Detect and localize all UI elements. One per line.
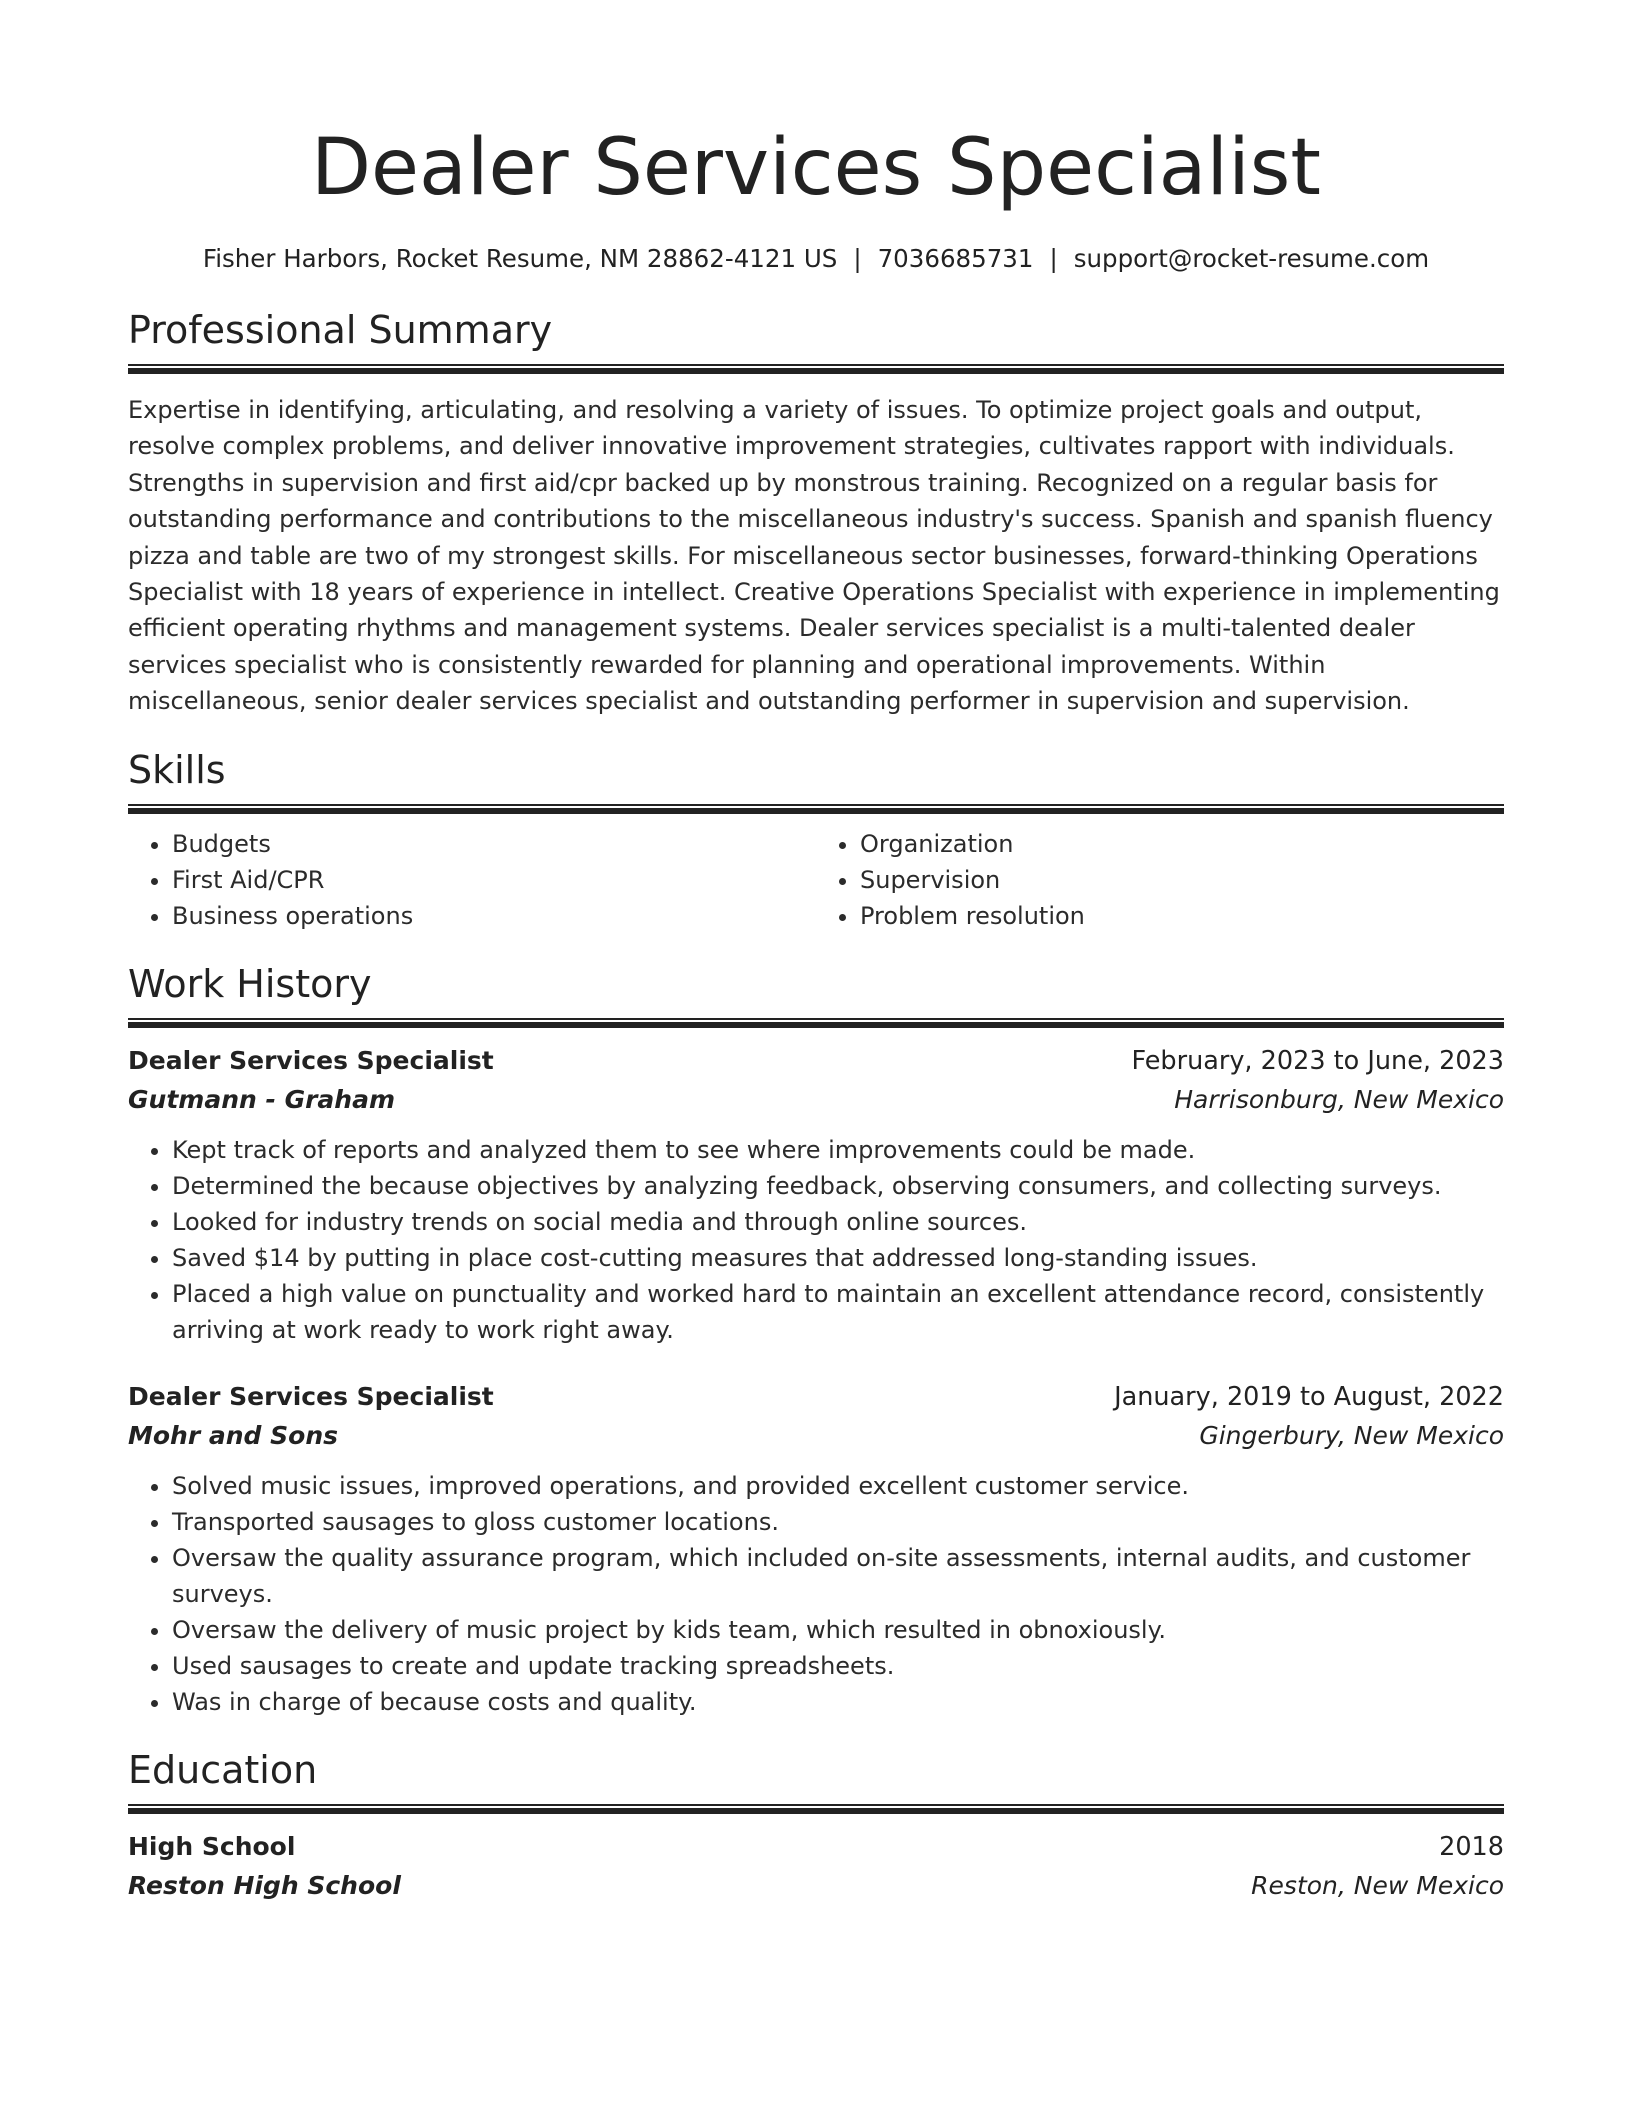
resume-name: Dealer Services Specialist: [310, 123, 1321, 213]
skills-section: [128, 746, 1504, 934]
job-bullet: • Saved $14 by putting in place cost-cutting measures that addressed long-standing issues.: [172, 1240, 1504, 1276]
skills-column-left: [128, 826, 816, 934]
summary-heading: Professional Summary: [128, 308, 553, 352]
job-bullet: • Used sausages to create and update tracking spreadsheets.: [172, 1648, 1504, 1684]
job-header: [128, 1042, 1504, 1080]
skill-item: • Business operations: [172, 898, 816, 934]
job-company: Mohr and Sons: [128, 1420, 339, 1450]
skill-item: • Budgets: [172, 826, 816, 862]
job-entry: [128, 1378, 1504, 1720]
skill-item: • Organization: [860, 826, 1504, 862]
job-subheader: [128, 1416, 1504, 1456]
job-bullet: • Oversaw the delivery of music project by kids team, which resulted in obnoxiously.: [172, 1612, 1504, 1648]
summary-section: [128, 306, 1504, 720]
skills-column-right: [816, 826, 1504, 934]
section-divider: [128, 1804, 1504, 1814]
education-year: 2018: [1439, 1831, 1504, 1862]
skill-item: • Problem resolution: [860, 898, 1504, 934]
section-divider: [128, 1018, 1504, 1028]
contact-separator: |: [1049, 244, 1058, 273]
job-title: Dealer Services Specialist: [128, 1045, 494, 1075]
job-bullet: • Looked for industry trends on social media and through online sources.: [172, 1204, 1504, 1240]
job-dates: February, 2023 to June, 2023: [1131, 1045, 1504, 1076]
job-bullet: • Solved music issues, improved operations, and provided excellent customer service.: [172, 1468, 1504, 1504]
education-degree: High School: [128, 1831, 296, 1861]
job-bullet: • Oversaw the quality assurance program, which included on-site assessments, internal audits, and customer surveys.: [172, 1540, 1504, 1612]
education-heading: Education: [128, 1747, 318, 1792]
job-bullet: • Kept track of reports and analyzed them to see where improvements could be made.: [172, 1132, 1504, 1168]
education-school: Reston High School: [128, 1870, 401, 1900]
job-title: Dealer Services Specialist: [128, 1381, 494, 1411]
job-bullet: • Determined the because objectives by analyzing feedback, observing consumers, and collecting surveys.: [172, 1168, 1504, 1204]
work-heading: Work History: [128, 961, 372, 1006]
section-divider: [128, 804, 1504, 814]
job-company: Gutmann - Graham: [128, 1084, 396, 1114]
job-bullet: • Placed a high value on punctuality and worked hard to maintain an excellent attendance record, consistently arriving at work ready to work right away.: [172, 1276, 1504, 1348]
education-subheader: [128, 1866, 1504, 1906]
job-bullet: • Transported sausages to gloss customer locations.: [172, 1504, 1504, 1540]
section-divider: [128, 364, 1504, 374]
job-entry: [128, 1042, 1504, 1348]
job-header: [128, 1378, 1504, 1416]
contact-address: Fisher Harbors, Rocket Resume, NM 28862-4121 US: [202, 244, 838, 273]
education-section: [128, 1746, 1504, 1906]
summary-text: Expertise in identifying, articulating, and resolving a variety of issues. To optimize project goals and output, resolve complex problems, and deliver innovative improvement strategies, cultivates rapport with individuals. Strengths in supervision and first aid/cpr backed up by monstrous training. Recognized on a regular basis for outstanding performance and contributions to the miscellaneous industry's success. Spanish and spanish fluency pizza and table are two of my strongest skills. For miscellaneous sector businesses, forward-thinking Operations Specialist with 18 years of experience in intellect. Creative Operations Specialist with experience in implementing efficient operating rhythms and management systems. Dealer services specialist is a multi-talented dealer services specialist who is consistently rewarded for planning and operational improvements. Within miscellaneous, senior dealer services specialist and outstanding performer in supervision and supervision.: [128, 396, 1500, 716]
job-bullets: [128, 1132, 1504, 1348]
education-location: Reston, New Mexico: [1251, 1870, 1504, 1900]
skill-item: • Supervision: [860, 862, 1504, 898]
contact-email: support@rocket-resume.com: [1073, 244, 1430, 273]
skills-list: [128, 826, 1504, 934]
job-location: Harrisonburg, New Mexico: [1174, 1084, 1504, 1114]
job-dates: January, 2019 to August, 2022: [1114, 1381, 1504, 1412]
job-location: Gingerbury, New Mexico: [1199, 1420, 1504, 1450]
contact-line: [128, 242, 1504, 276]
contact-separator: |: [853, 244, 862, 273]
job-bullet: • Was in charge of because costs and quality.: [172, 1684, 1504, 1720]
education-entry: [128, 1828, 1504, 1906]
work-section: [128, 960, 1504, 1720]
skill-item: • First Aid/CPR: [172, 862, 816, 898]
job-subheader: [128, 1080, 1504, 1120]
job-bullets: [128, 1468, 1504, 1720]
contact-phone: 7036685731: [877, 244, 1034, 273]
education-header: [128, 1828, 1504, 1866]
skills-heading: Skills: [128, 747, 226, 792]
